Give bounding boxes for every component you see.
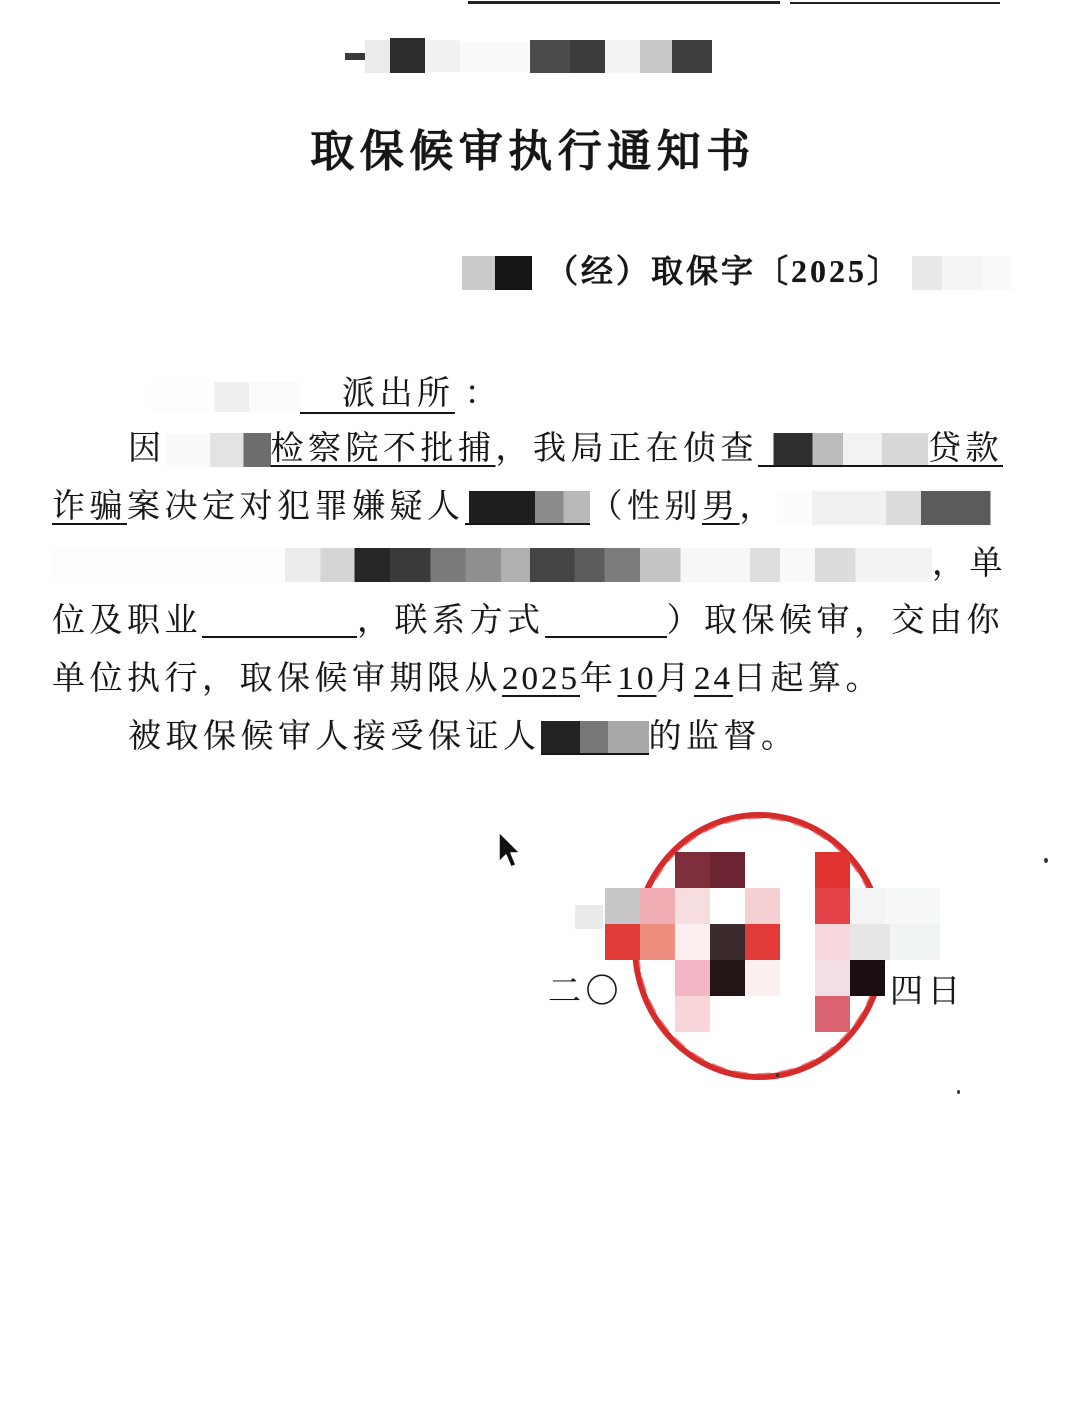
body-text: ，单 <box>932 546 1007 582</box>
occupation-blank <box>202 608 357 638</box>
mosaic-cell <box>675 996 710 1032</box>
body-text: 贷款 <box>928 431 1003 467</box>
start-year: 2025 <box>502 661 580 697</box>
redaction-mosaic <box>462 256 532 290</box>
mosaic-cell <box>815 996 850 1032</box>
mosaic-cell <box>710 960 745 996</box>
mosaic-cell <box>850 888 885 924</box>
scan-speck <box>957 1090 960 1094</box>
mosaic-cell <box>345 53 365 60</box>
redaction-mosaic <box>541 721 649 755</box>
redaction-mosaic <box>166 433 271 467</box>
body-text: 的监督。 <box>648 719 799 755</box>
redaction-mosaic <box>52 548 932 582</box>
start-day: 24 <box>694 661 733 697</box>
mosaic-cell <box>640 40 672 73</box>
document-number-line <box>462 248 1052 294</box>
body-line-3 <box>52 541 1052 587</box>
mosaic-cell <box>885 888 940 924</box>
body-text: ， <box>739 489 777 525</box>
cursor-arrow-icon <box>497 830 523 870</box>
mosaic-cell <box>640 888 675 924</box>
body-text: 年 <box>580 661 618 697</box>
mosaic-cell <box>640 924 675 960</box>
redaction-mosaic <box>758 433 928 467</box>
redaction-mosaic <box>465 491 590 525</box>
mosaic-cell <box>605 40 640 73</box>
mosaic-cell <box>815 960 850 996</box>
body-line-5 <box>52 656 1052 702</box>
addressee: 派出所 <box>300 376 455 414</box>
document-number: （经）取保字〔2025〕 <box>546 253 903 289</box>
mosaic-cell <box>672 40 712 73</box>
contact-blank <box>545 608 667 638</box>
redaction-mosaic <box>150 382 300 412</box>
mosaic-cell <box>745 888 780 924</box>
mosaic-cell <box>710 924 745 960</box>
body-text: 月 <box>656 661 694 697</box>
start-month: 10 <box>617 661 657 697</box>
mosaic-cell <box>575 905 603 929</box>
mosaic-cell <box>745 960 780 996</box>
body-paragraph-2 <box>128 714 1028 760</box>
mosaic-cell <box>460 42 530 72</box>
mosaic-cell <box>815 852 850 888</box>
redaction-mosaic <box>777 491 995 525</box>
body-text: （性别 <box>589 489 702 525</box>
body-text: 位及职业 <box>52 603 202 639</box>
mosaic-cell <box>675 960 710 996</box>
addressee-colon: ： <box>464 376 502 412</box>
mosaic-cell <box>675 924 710 960</box>
body-text: 单位执行，取保候审期限从 <box>52 661 502 697</box>
body-text: ）取保候审，交由你 <box>666 603 1004 639</box>
document-title: 取保候审执行通知书 <box>310 127 756 176</box>
body-text: 案决定对犯罪嫌疑人 <box>127 489 465 525</box>
signature-date-start: 二〇 <box>548 974 623 1010</box>
scan-edge-line <box>468 1 780 4</box>
body-text: 被取保候审人接受保证人 <box>128 719 541 755</box>
body-text: 日起算。 <box>733 661 883 697</box>
body-text: 诈骗 <box>52 489 127 525</box>
body-text: 检察院不批捕 <box>270 431 496 467</box>
scan-speck <box>1044 858 1048 863</box>
body-text: ，我局正在侦查 <box>495 431 758 467</box>
mosaic-cell <box>425 40 460 72</box>
mosaic-cell <box>675 888 710 924</box>
body-text: ，联系方式 <box>357 603 545 639</box>
body-line-2 <box>52 484 1052 530</box>
mosaic-cell <box>745 924 780 960</box>
mosaic-cell <box>850 924 890 960</box>
mosaic-cell <box>530 40 570 73</box>
mosaic-cell <box>570 40 605 73</box>
mosaic-cell <box>850 960 885 996</box>
mosaic-cell <box>815 924 850 960</box>
gender-value: 男 <box>702 489 740 525</box>
mosaic-cell <box>890 924 940 960</box>
mosaic-cell <box>605 924 640 960</box>
body-line-4 <box>52 598 1052 644</box>
scan-edge-line <box>790 2 1000 4</box>
signature-date-end: 四日 <box>890 974 965 1010</box>
mosaic-cell <box>390 38 425 73</box>
mosaic-cell <box>710 852 745 888</box>
addressee-line <box>150 371 750 417</box>
mosaic-cell <box>605 888 640 924</box>
mosaic-cell <box>365 40 390 73</box>
mosaic-cell <box>675 852 710 888</box>
redaction-mosaic <box>912 256 1012 290</box>
mosaic-cell <box>815 888 850 924</box>
body-line-1 <box>128 426 1058 472</box>
scan-speck <box>776 1073 779 1077</box>
body-text: 因 <box>128 431 166 467</box>
